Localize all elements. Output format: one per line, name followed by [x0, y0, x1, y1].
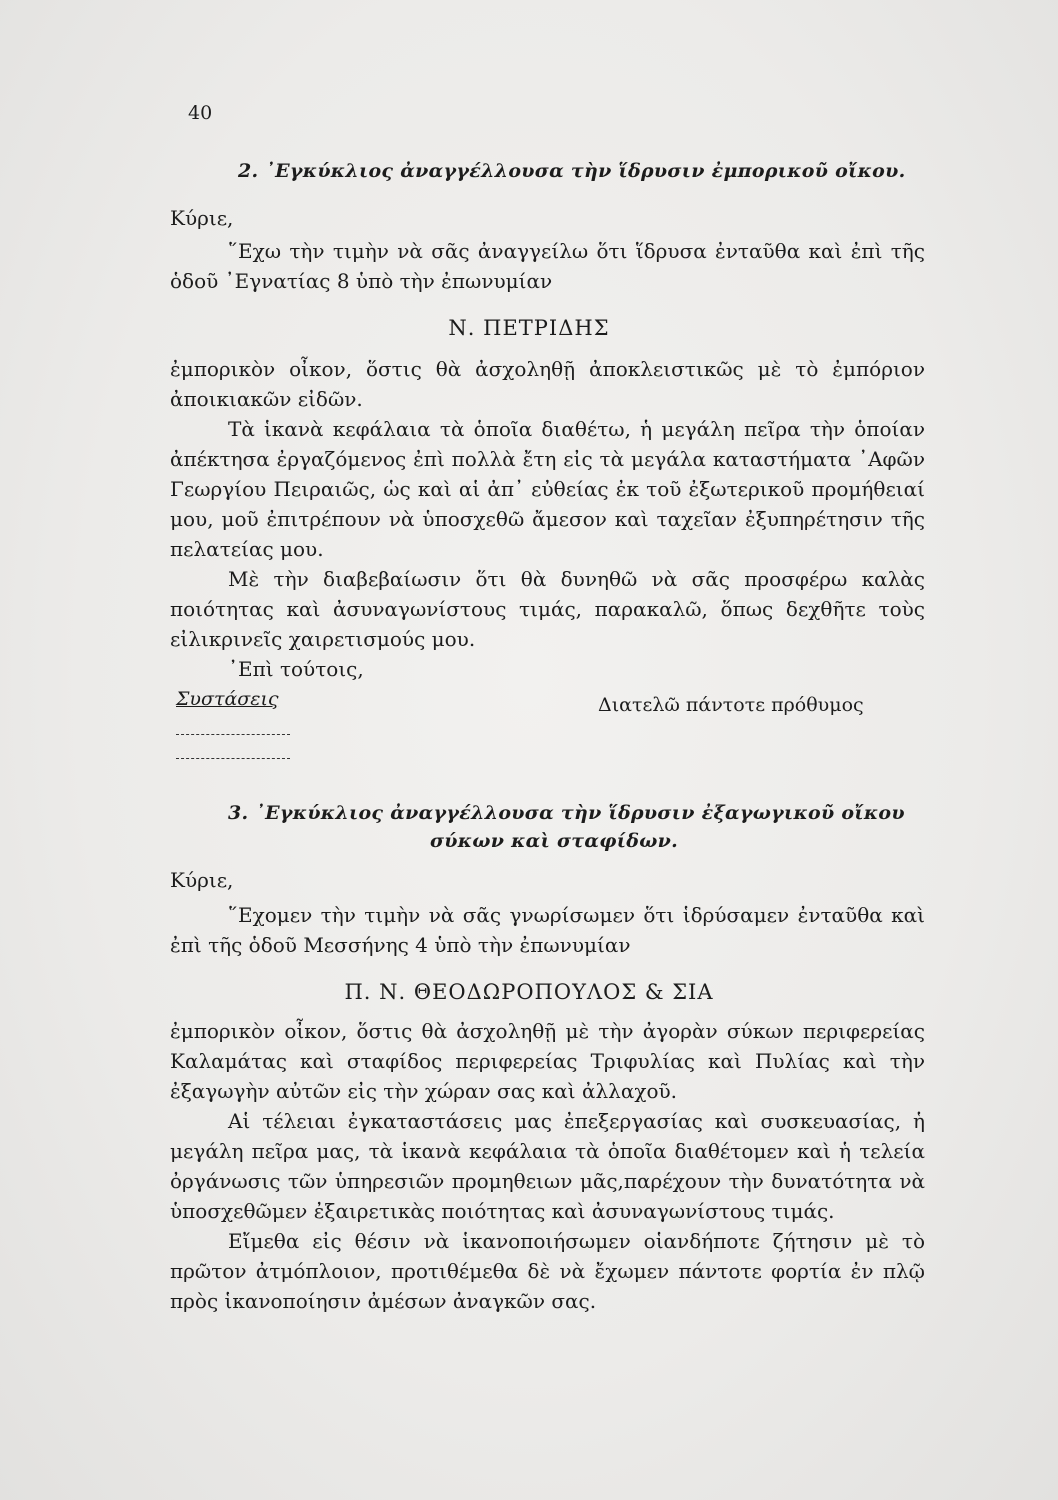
letter3-body-para1: ἐμπορικὸν οἶκον, ὅστις θὰ ἀσχοληθῇ μὲ τὴν ἀγορὰν σύκων περιφερείας Καλαμάτας καὶ σταφίδος περιφερείας Τριφυλίας καὶ Πυλίας καὶ τὴν ἐξαγωγὴν αὐτῶν εἰς τὴν χώραν σας καὶ ἀλλαχοῦ. — [170, 1019, 925, 1103]
reference-line-1 — [176, 734, 290, 735]
letter2-closing: ᾿Επὶ τούτοις, — [228, 657, 364, 681]
letter3-salutation: Κύριε, — [170, 868, 234, 892]
letter3-body-para2: Αἱ τέλειαι ἐγκαταστάσεις μας ἐπεξεργασίας καὶ συσκευασίας, ἡ μεγάλη πεῖρα μας, τὰ ἱκανὰ κεφάλαια τὰ ὁποῖα διαθέτομεν καὶ ἡ τελεία ὀργάνωσις τῶν ὑπηρεσιῶν προμηθειων μᾶς,παρέχουν τὴν δυνατότητα νὰ ὑποσχεθῶμεν ἐξαιρετικὰς ποιότητας καὶ ἀσυναγωνίστους τιμάς. — [170, 1109, 925, 1223]
letter3-body-para3: Εἴμεθα εἰς θέσιν νὰ ἱκανοποιήσωμεν οἱανδήποτε ζήτησιν μὲ τὸ πρῶτον ἀτμόπλοιον, προτιθέμεθα δὲ νὰ ἔχωμεν πάντοτε φορτία ἐν πλῷ πρὸς ἱκανοποίησιν ἀμέσων ἀναγκῶν σας. — [170, 1229, 925, 1313]
letter2-intro — [170, 236, 925, 296]
letter3-intro — [170, 900, 925, 960]
page-number: 40 — [188, 102, 213, 124]
references-label: Συστάσεις — [176, 688, 279, 710]
letter3-heading-line1: 3. ᾿Εγκύκλιος ἀναγγέλλουσα τὴν ἵδρυσιν ἐξαγωγικοῦ οἴκου — [228, 802, 905, 824]
letter3-body — [170, 1016, 925, 1316]
letter2-firm-name: Ν. ΠΕΤΡΙΔΗΣ — [448, 316, 610, 340]
letter3-intro-text: ῞Εχομεν τὴν τιμὴν νὰ σᾶς γνωρίσωμεν ὅτι ἱδρύσαμεν ἐνταῦθα καὶ ἐπὶ τῆς ὁδοῦ Μεσσήνης 4 ὑπὸ τὴν ἐπωνυμίαν — [170, 903, 925, 957]
letter2-body-para2: Τὰ ἱκανὰ κεφάλαια τὰ ὁποῖα διαθέτω, ἡ μεγάλη πεῖρα τὴν ὁποίαν ἀπέκτησα ἐργαζόμενος ἐπὶ πολλὰ ἔτη εἰς τὰ μεγάλα καταστήματα ᾿Αφῶν Γεωργίου Πειραιῶς, ὡς καὶ αἱ ἀπ᾿ εὐθείας ἐκ τοῦ ἐξωτερικοῦ προμήθειαί μου, μοῦ ἐπιτρέπουν νὰ ὑποσχεθῶ ἄμεσον καὶ ταχεῖαν ἐξυπηρέτησιν τῆς πελατείας μου. — [170, 417, 925, 561]
letter3-firm-name: Π. Ν. ΘΕΟΔΩΡΟΠΟΥΛΟΣ & ΣΙΑ — [344, 980, 714, 1004]
letter2-heading: 2. ᾿Εγκύκλιος ἀναγγέλλουσα τὴν ἵδρυσιν ἐμπορικοῦ οἴκου. — [238, 160, 906, 182]
letter2-body-para3: Μὲ τὴν διαβεβαίωσιν ὅτι θὰ δυνηθῶ νὰ σᾶς προσφέρω καλὰς ποιότητας καὶ ἀσυναγωνίστους τιμάς, παρακαλῶ, ὅπως δεχθῆτε τοὺς εἰλικρινεῖς χαιρετισμούς μου. — [170, 567, 925, 651]
sign-off: Διατελῶ πάντοτε πρόθυμος — [598, 694, 864, 716]
letter2-body-para1: ἐμπορικὸν οἶκον, ὅστις θὰ ἀσχοληθῇ ἀποκλειστικῶς μὲ τὸ ἐμπόριον ἀποικιακῶν εἰδῶν. — [170, 357, 925, 411]
letter2-intro-text: ῞Εχω τὴν τιμὴν νὰ σᾶς ἀναγγείλω ὅτι ἵδρυσα ἐνταῦθα καὶ ἐπὶ τῆς ὁδοῦ ᾿Εγνατίας 8 ὑπὸ τὴν ἐπωνυμίαν — [170, 239, 925, 293]
letter2-salutation: Κύριε, — [170, 206, 234, 230]
reference-line-2 — [176, 758, 290, 759]
letter2-body — [170, 354, 925, 684]
letter3-heading-line2: σύκων καὶ σταφίδων. — [430, 830, 679, 852]
